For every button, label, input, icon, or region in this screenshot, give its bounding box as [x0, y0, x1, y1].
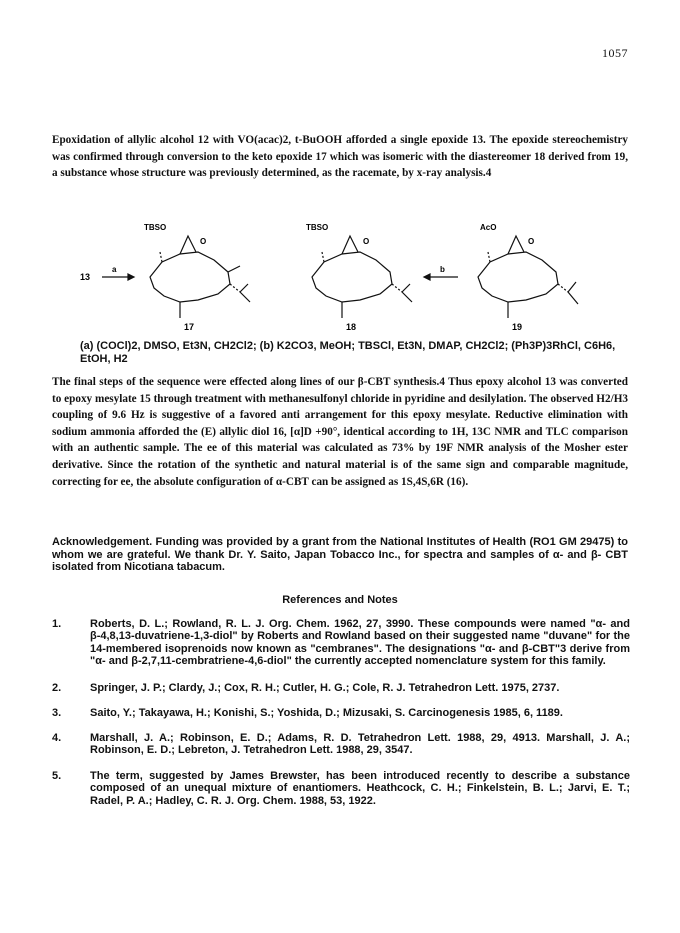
- ring-18: [312, 252, 392, 302]
- oxygen-19: O: [528, 237, 535, 246]
- arrow-b-head: [424, 274, 430, 280]
- reference-number: 2.: [52, 682, 62, 694]
- oxygen-18: O: [363, 237, 370, 246]
- reaction-scheme: [80, 222, 620, 332]
- reference-item: [52, 707, 630, 719]
- substituent-18: TBSO: [306, 223, 329, 232]
- ring-17: [150, 252, 230, 302]
- ring-19: [478, 252, 558, 302]
- acknowledgement: Acknowledgement. Funding was provided by a grant from the National Institutes of Health (RO1 GM 29475) to whom we are grateful. We thank Dr. Y. Saito, Japan Tobacco Inc., for spectra and samples of α- and β- CBT isolated from Nicotiana tabacum.: [52, 536, 628, 573]
- references-heading: References and Notes: [282, 594, 398, 606]
- reference-text: Marshall, J. A.; Robinson, E. D.; Adams, R. D. Tetrahedron Lett. 1988, 29, 4913. Marshall, J. A.; Robinson, E. D.; Lebreton, J. Tetrahedron Lett. 1988, 29, 3547.: [90, 732, 630, 757]
- reference-item: [52, 618, 630, 668]
- reference-number: 4.: [52, 732, 62, 744]
- paragraph-final-steps: The final steps of the sequence were effected along lines of our β-CBT synthesis.4 Thus epoxy alcohol 13 was converted to epoxy mesylate 15 through treatment with methanesulfonyl chloride in pyridine and desilylation. The observed H2/H3 coupling of 9.6 Hz is suggestive of a favored anti arrangement for this epoxy mesylate. Reductive elimination with sodium ammonia afforded the (E) allylic diol 16, [α]D +90°, identical according to 1H, 13C NMR and TLC comparison with an authentic sample. The ee of this material was calculated as 73% by 19F NMR analysis of the Mosher ester derivative. Since the rotation of the synthetic and natural material is of the same sign and comparable magnitude, correcting for ee, the absolute configuration of α-CBT can be assigned as 1S,4S,6R (16).: [52, 376, 628, 488]
- oxygen-17: O: [200, 237, 207, 246]
- reference-item: [52, 732, 630, 757]
- arrow-b-label: b: [440, 265, 445, 274]
- reaction-conditions: (a) (COCl)2, DMSO, Et3N, CH2Cl2; (b) K2CO3, MeOH; TBSCl, Et3N, DMAP, CH2Cl2; (Ph3P)3RhCl, C6H6, EtOH, H2: [80, 340, 616, 365]
- reference-text: Springer, J. P.; Clardy, J.; Cox, R. H.; Cutler, H. G.; Cole, R. J. Tetrahedron Lett. 1975, 2737.: [90, 682, 560, 694]
- compound-18-label: 18: [346, 322, 357, 332]
- reference-text: The term, suggested by James Brewster, has been introduced recently to describe a substance composed of an unequal mixture of enantiomers. Heathcock, C. H.; Finkelstein, B. L.; Jarvi, E. T.; Radel, P. A.; Hadley, C. R. J. Org. Chem. 1988, 53, 1922.: [90, 770, 630, 807]
- substituent-19: AcO: [480, 223, 497, 232]
- paragraph-epoxidation: Epoxidation of allylic alcohol 12 with VO(acac)2, t-BuOOH afforded a single epoxide 13. The epoxide stereochemistry was confirmed through conversion to the keto epoxide 17 which was isomeric with the diastereomer 18 derived from 19, a substance whose structure was previously determined, as the racemate, by x-ray analysis.4: [52, 134, 628, 180]
- arrow-a-head: [128, 274, 134, 280]
- arrow-a-label: a: [112, 265, 117, 274]
- reference-number: 3.: [52, 707, 62, 719]
- compound-17-label: 17: [184, 322, 195, 332]
- reference-number: 1.: [52, 618, 62, 630]
- substituent-17: TBSO: [144, 223, 167, 232]
- compound-13-label: 13: [80, 272, 91, 282]
- reference-item: [52, 682, 630, 694]
- reference-text: Saito, Y.; Takayawa, H.; Konishi, S.; Yoshida, D.; Mizusaki, S. Carcinogenesis 1985, 6, 1189.: [90, 707, 563, 719]
- reference-number: 5.: [52, 770, 62, 782]
- compound-19-label: 19: [512, 322, 523, 332]
- reference-text: Roberts, D. L.; Rowland, R. L. J. Org. Chem. 1962, 27, 3990. These compounds were named "α- and β-4,8,13-duvatriene-1,3-diol" by Roberts and Rowland based on their suggested name "duvane" for the 14-membered isoprenoids now known as "cembranes". The designations "α- and β-CBT"3 derive from "α- and β-2,7,11-cembratriene-4,6-diol" the currently accepted nomenclature system for this family.: [90, 618, 630, 668]
- reference-item: [52, 770, 630, 807]
- page-number: 1057: [602, 46, 628, 60]
